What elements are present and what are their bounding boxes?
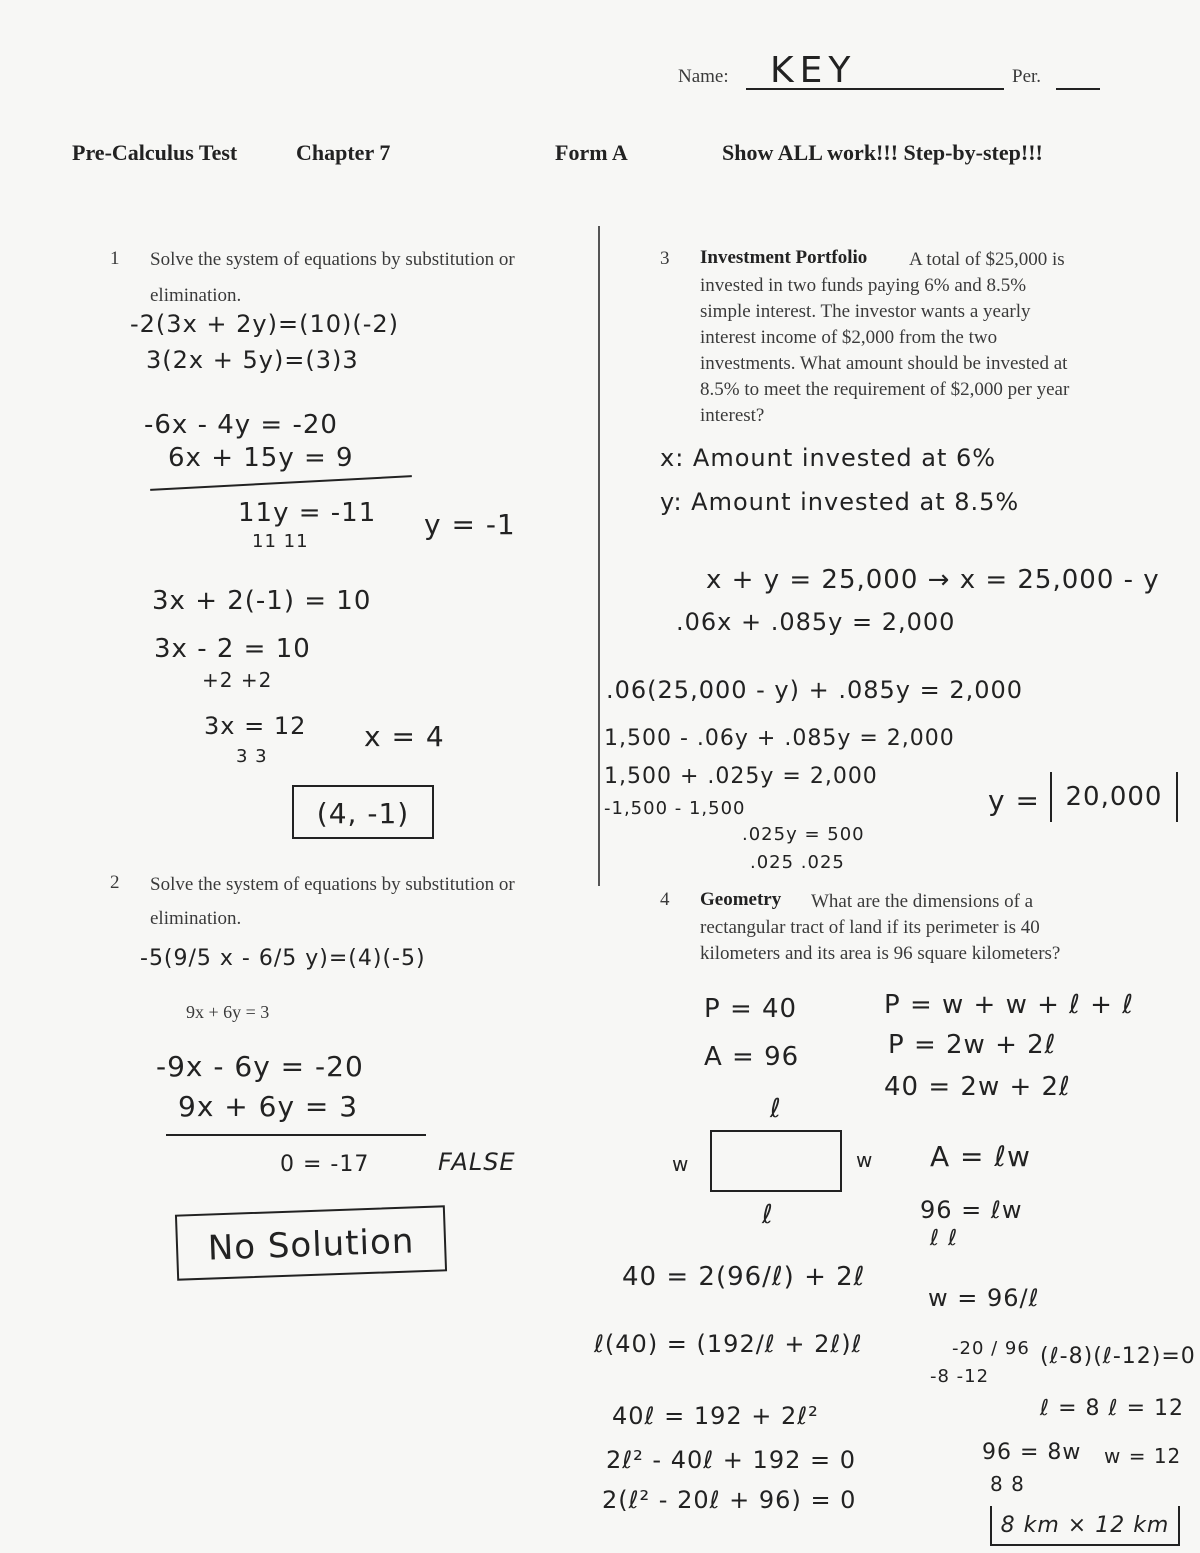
q4-area-given: A = 96 [704,1042,800,1072]
q2-answer-box: No Solution [175,1205,447,1280]
q2-work-2: 9x + 6y = 3 [178,1090,359,1123]
q2-prompt-line1: Solve the system of equations by substitution or [150,874,515,895]
q3-var-x: x: Amount invested at 6% [660,444,997,472]
q3-text-4: interest income of $2,000 from the two [700,327,998,348]
q4-title: Geometry [700,889,782,910]
q1-work-7: +2 +2 [202,668,273,692]
q2-equation-2: 9x + 6y = 3 [186,1002,270,1022]
q4-text-3: kilometers and its area is 96 square kilometers? [700,943,1061,964]
q1-number: 1 [110,248,120,269]
q3-text-3: simple interest. The investor wants a yearly [700,301,1031,322]
q1-work-8-divisor: 3 3 [236,746,268,767]
q4-perimeter-formula-1: P = w + w + ℓ + ℓ [884,990,1134,1020]
q4-factor-product-sum: -20 / 96 [952,1338,1030,1359]
q1-work-5: 3x + 2(-1) = 10 [152,586,372,616]
q4-area-formula-1: A = ℓw [930,1140,1031,1173]
q1-work-2: 6x + 15y = 9 [168,443,354,473]
q1-work-9: x = 4 [364,720,445,753]
q3-text-6: 8.5% to meet the requirement of $2,000 per year [700,379,1070,400]
q1-work-4: y = -1 [424,508,516,541]
q1-sum-line [150,475,412,491]
q4-rect-top-label: ℓ [770,1094,782,1124]
q4-area-formula-2: 96 = ℓw [920,1196,1023,1224]
q2-number: 2 [110,872,120,893]
q3-work-6: -1,500 - 1,500 [604,798,746,819]
q4-factor-pair: -8 -12 [930,1366,990,1387]
q4-rectangle-diagram [710,1130,842,1192]
q1-work-3-divisor: 11 11 [252,531,309,552]
q3-work-7-divisor: .025 .025 [750,852,845,873]
q3-answer-box: 20,000 [1050,772,1178,822]
q1-work-3: 11y = -11 [238,498,377,528]
q3-work-1: x + y = 25,000 → x = 25,000 - y [706,565,1160,595]
q2-work-1: -9x - 6y = -20 [156,1050,364,1083]
q2-work-3: 0 = -17 [280,1152,370,1177]
q1-prompt-line1: Solve the system of equations by substitution or [150,249,515,270]
q3-work-7: .025y = 500 [742,824,865,845]
q4-solve-5: 2(ℓ² - 20ℓ + 96) = 0 [602,1486,857,1514]
q3-work-4: 1,500 - .06y + .085y = 2,000 [604,726,955,751]
q3-text-5: investments. What amount should be invested at [700,353,1068,374]
q4-number: 4 [660,889,670,910]
q1-answer-box: (4, -1) [292,785,434,839]
q1-equation-1: -2(3x + 2y)=(10)(-2) [130,310,399,338]
column-divider [598,226,600,886]
q3-text-1: A total of $25,000 is [909,249,1065,270]
q4-width-solve: 96 = 8w [982,1440,1082,1465]
q4-perimeter-given: P = 40 [704,994,798,1024]
q4-answer-box: 8 km × 12 km [990,1506,1180,1546]
q4-area-formula-3: w = 96/ℓ [928,1284,1040,1312]
per-field-line [1056,88,1100,90]
q4-solve-3: 40ℓ = 192 + 2ℓ² [612,1402,819,1430]
q3-var-y: y: Amount invested at 8.5% [660,488,1020,516]
chapter-label: Chapter 7 [296,140,391,165]
q4-width-value: w = 12 [1104,1444,1182,1468]
name-label: Name: [678,66,729,87]
q3-work-2: .06x + .085y = 2,000 [676,608,956,636]
q1-prompt-line2: elimination. [150,285,242,306]
q4-rect-right-label: w [856,1148,874,1172]
q4-rect-bottom-label: ℓ [762,1200,774,1230]
q4-roots: ℓ = 8 ℓ = 12 [1040,1396,1184,1421]
q1-equation-2: 3(2x + 5y)=(3)3 [146,346,359,374]
q3-title: Investment Portfolio [700,247,868,268]
q3-work-5: 1,500 + .025y = 2,000 [604,764,878,789]
q3-text-2: invested in two funds paying 6% and 8.5% [700,275,1027,296]
q2-false-note: FALSE [438,1148,516,1176]
q3-number: 3 [660,248,670,269]
q4-area-formula-2-divisor: ℓ ℓ [930,1226,959,1251]
q4-width-solve-divisor: 8 8 [990,1472,1025,1496]
q3-text-7: interest? [700,405,765,426]
instruction: Show ALL work!!! Step-by-step!!! [722,140,1043,165]
name-value: KEY [770,50,857,91]
q3-work-3: .06(25,000 - y) + .085y = 2,000 [606,676,1024,704]
q1-work-1: -6x - 4y = -20 [144,410,338,440]
q2-prompt-line2: elimination. [150,908,242,929]
q4-factored-form: (ℓ-8)(ℓ-12)=0 [1040,1344,1196,1369]
q4-text-2: rectangular tract of land if its perimeter is 40 [700,917,1040,938]
q4-rect-left-label: w [672,1152,690,1176]
q1-work-8: 3x = 12 [204,712,307,740]
per-label: Per. [1012,66,1042,87]
q4-solve-1: 40 = 2(96/ℓ) + 2ℓ [622,1262,866,1292]
q4-solve-4: 2ℓ² - 40ℓ + 192 = 0 [606,1446,856,1474]
form-label: Form A [555,140,628,165]
q4-perimeter-formula-2: P = 2w + 2ℓ [888,1030,1057,1060]
test-title: Pre-Calculus Test [72,140,238,165]
q4-perimeter-formula-3: 40 = 2w + 2ℓ [884,1072,1071,1102]
q3-answer-label: y = [988,784,1040,817]
q4-solve-2: ℓ(40) = (192/ℓ + 2ℓ)ℓ [594,1330,863,1358]
q2-equation-1: -5(9/5 x - 6/5 y)=(4)(-5) [140,946,426,971]
q1-work-6: 3x - 2 = 10 [154,634,311,664]
q2-sum-line [166,1134,426,1136]
q4-text-1: What are the dimensions of a [811,891,1034,912]
